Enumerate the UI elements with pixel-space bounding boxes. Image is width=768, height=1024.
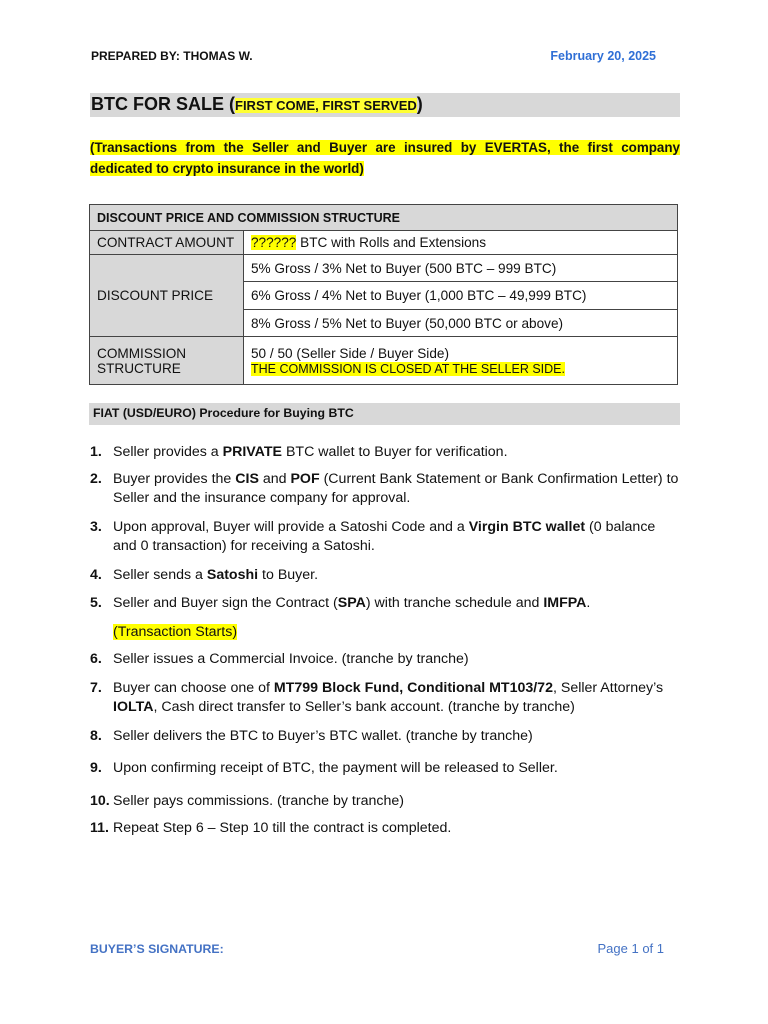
procedure-steps: [90, 440, 682, 839]
step-text: Seller provides a: [113, 444, 223, 460]
list-item: [90, 819, 682, 839]
transaction-starts: (Transaction Starts): [113, 623, 238, 640]
step-number: 4.: [90, 566, 102, 583]
title-main: BTC FOR SALE: [91, 94, 229, 114]
buyer-signature-label: BUYER’S SIGNATURE:: [90, 942, 224, 956]
step-number: 11.: [90, 820, 109, 836]
list-item: [90, 518, 682, 557]
list-item: [90, 623, 682, 643]
step-bold: MT799 Block Fund, Conditional MT103/72: [273, 679, 553, 696]
title-subtitle: FIRST COME, FIRST SERVED: [235, 98, 417, 113]
step-number: 8.: [90, 727, 102, 744]
step-text: .: [586, 595, 591, 611]
discount-row-3: 8% Gross / 5% Net to Buyer (50,000 BTC or above): [244, 310, 678, 337]
step-text: Repeat Step 6 – Step 10 till the contract is completed.: [113, 820, 452, 836]
list-item: [90, 650, 682, 670]
step-text: to Buyer.: [258, 566, 319, 583]
procedure-title: FIAT (USD/EURO) Procedure for Buying BTC: [93, 406, 354, 420]
list-item: [90, 727, 682, 747]
step-bold: Satoshi: [206, 566, 259, 583]
document-date: February 20, 2025: [550, 49, 656, 63]
step-text: and: [258, 470, 291, 487]
step-number: 3.: [90, 518, 102, 535]
discount-price-label: DISCOUNT PRICE: [90, 255, 244, 337]
contract-amount-highlight: ??????: [251, 235, 297, 250]
contract-amount-value: [244, 231, 678, 255]
commission-split: 50 / 50 (Seller Side / Buyer Side): [251, 345, 449, 361]
step-text: ) with tranche schedule and: [365, 595, 544, 611]
page-title: [91, 94, 423, 115]
step-text: Buyer provides the: [113, 470, 236, 487]
step-text: Seller pays commissions. (tranche by tranche): [113, 792, 404, 809]
step-text: Buyer can choose one of: [113, 679, 274, 696]
discount-row-2: 6% Gross / 4% Net to Buyer (1,000 BTC – 49,999 BTC): [244, 282, 678, 310]
step-bold: CIS: [235, 470, 259, 487]
page-number: Page 1 of 1: [597, 941, 664, 956]
step-number: 1.: [90, 444, 102, 460]
step-number: 6.: [90, 651, 102, 667]
step-number: 5.: [90, 595, 102, 611]
step-text: , Cash direct transfer to Seller’s bank account. (tranche by tranche): [153, 699, 575, 715]
discount-row-1: 5% Gross / 3% Net to Buyer (500 BTC – 999 BTC): [244, 255, 678, 282]
list-item: [90, 759, 682, 779]
step-bold: SPA: [337, 595, 366, 611]
insurance-note: [90, 137, 680, 179]
list-item: [90, 470, 682, 509]
list-item: [90, 594, 682, 614]
prepared-by: PREPARED BY: THOMAS W.: [91, 49, 253, 63]
step-bold: IMFPA: [543, 595, 587, 611]
insurance-note-text: (Transactions from the Seller and Buyer are insured by EVERTAS, the first company dedicated to crypto insurance in the world): [90, 140, 680, 176]
step-text: BTC wallet to Buyer for verification.: [282, 444, 508, 460]
step-bold: IOLTA: [113, 699, 154, 715]
list-item: [90, 792, 682, 812]
title-open-paren: (: [229, 94, 235, 114]
step-text: Upon confirming receipt of BTC, the payment will be released to Seller.: [113, 760, 558, 776]
commission-label-line-1: COMMISSION: [97, 345, 187, 361]
step-number: 7.: [90, 679, 102, 696]
step-bold: PRIVATE: [222, 444, 283, 460]
contract-amount-label: CONTRACT AMOUNT: [90, 231, 244, 255]
step-number: 2.: [90, 470, 102, 487]
step-bold: POF: [290, 470, 320, 487]
step-text: (Current Bank Statement or Bank Confirmation Letter) to Seller and the insurance company for approval.: [113, 470, 679, 506]
step-text: , Seller Attorney’s: [552, 679, 664, 696]
step-text: Seller issues a Commercial Invoice. (tranche by tranche): [113, 651, 469, 667]
list-item: [90, 566, 682, 586]
table-heading: DISCOUNT PRICE AND COMMISSION STRUCTURE: [90, 205, 678, 231]
commission-label-line-2: STRUCTURE: [97, 360, 181, 376]
step-number: 10.: [90, 792, 110, 809]
commission-note: THE COMMISSION IS CLOSED AT THE SELLER SIDE.: [251, 361, 565, 376]
commission-label: [90, 337, 244, 385]
step-number: 9.: [90, 760, 102, 776]
title-close-paren: ): [416, 94, 423, 114]
list-item: [90, 679, 682, 718]
contract-amount-text: BTC with Rolls and Extensions: [296, 235, 487, 250]
discount-table: [89, 204, 678, 385]
step-text: Seller and Buyer sign the Contract (: [113, 595, 338, 611]
step-text: Upon approval, Buyer will provide a Satoshi Code and a: [113, 518, 469, 535]
list-item: [90, 443, 682, 463]
commission-value: [244, 337, 678, 385]
step-text: Seller delivers the BTC to Buyer’s BTC wallet. (tranche by tranche): [113, 727, 533, 744]
step-text: (0 balance and 0 transaction) for receiving a Satoshi.: [113, 518, 656, 554]
step-text: Seller sends a: [113, 566, 207, 583]
step-bold: Virgin BTC wallet: [468, 518, 586, 535]
